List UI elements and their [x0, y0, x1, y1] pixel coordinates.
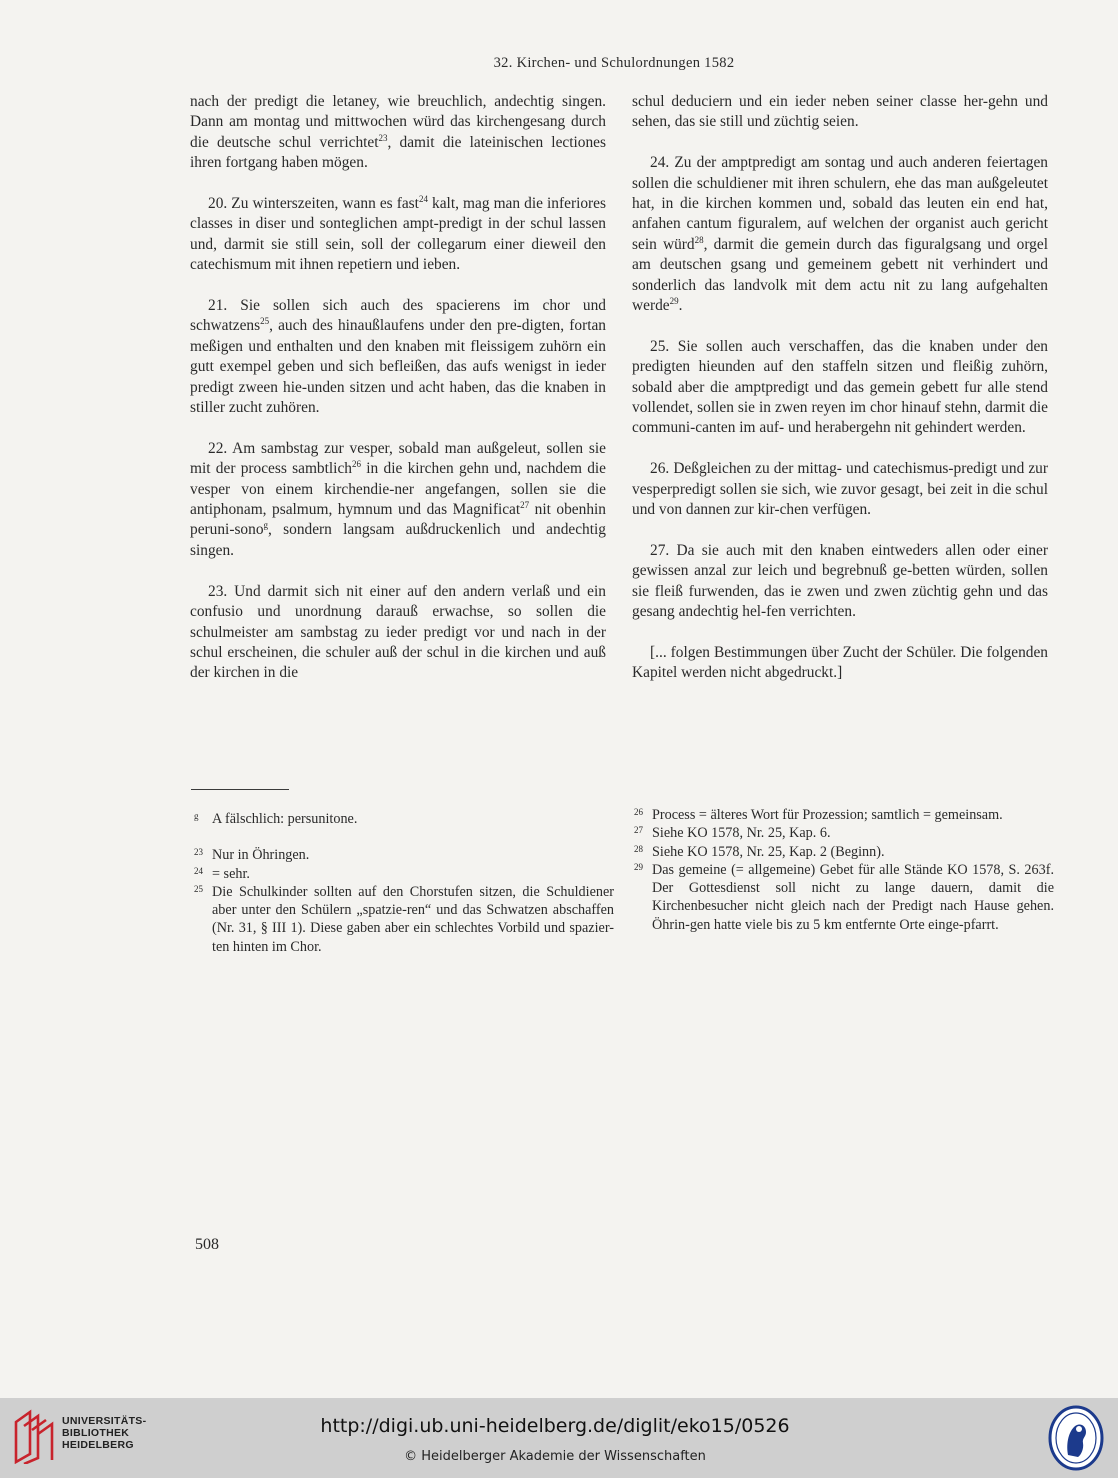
footnote-marker: 26 — [634, 807, 643, 817]
footnote — [634, 843, 1054, 861]
left-column-paragraph: 22. Am sambstag zur vesper, sobald man außgeleut, sollen sie mit der process sambtlich$^{26}$ in die kirchen gehn und, nachdem die vesper von einem kirchendie-ner angefangen, sollen sie die antiphonam, psalmum, hymnum und das Magnificat$^{27}$ nit obenhin peruni-sono$^g$, sondern langsam außdruckenlich und andechtig singen. — [190, 439, 606, 559]
library-name-line-1: UNIVERSITÄTS- — [62, 1415, 147, 1427]
right-column-paragraph: 27. Da sie auch mit den knaben eintweders allen oder einer gewissen anzal zur leich und begrebnuß ge-betten würden, sollen sie fleiß furwenden, das ie zwen und zwen züchtig gehn und das gesang andechtig hel-fen verrichten. — [632, 541, 1048, 621]
footnote-marker: g — [194, 811, 199, 821]
footnote — [194, 883, 614, 956]
copyright-notice: © Heidelberger Akademie der Wissenschaften — [404, 1449, 706, 1464]
left-column-paragraph: 21. Sie sollen sich auch des spacierens im chor und schwatzens$^{25}$, auch des hinaußlaufens under den pre-digten, fortan meßigen und enthalten und den knaben mit fleissigem zuhörn ein gutt exempel geben und sich befleißen, das aufs wenigst in ieder predigt zween hie-unden sitzen und acht haben, das die knaben in stiller zucht zuhören. — [190, 297, 606, 417]
right-column-paragraph: [... folgen Bestimmungen über Zucht der Schüler. Die folgenden Kapitel werden nicht abgedruckt.] — [632, 643, 1048, 682]
footnote-spacer — [194, 828, 614, 846]
footnotes-left — [194, 810, 614, 956]
footnote — [194, 865, 614, 883]
footnote-text: Siehe KO 1578, Nr. 25, Kap. 2 (Beginn). — [652, 843, 885, 860]
footer-bar — [0, 1398, 1118, 1478]
footnote — [194, 846, 614, 864]
right-column-paragraph: schul deduciern und ein ieder neben seiner classe her-gehn und sehen, das sie still und züchtig seien. — [632, 93, 1048, 131]
footnote-marker: 29 — [634, 861, 643, 872]
footnote-text: A fälschlich: persunitone. — [212, 811, 358, 827]
running-head: 32. Kirchen- und Schulordnungen 1582 — [493, 55, 735, 71]
page-number: 508 — [195, 1236, 219, 1253]
right-column — [632, 92, 1048, 704]
left-column-paragraph: 20. Zu winterszeiten, wann es fast$^{24}$ kalt, mag man die inferiores classes in diser und sonteglichen ampt-predigt in der schul lassen und, darmit sie still sein, soll der collegarum einer dieweil den catechismum mit ihnen repetiern und ieben. — [190, 193, 606, 274]
footnote-marker: 28 — [634, 843, 643, 854]
footnote-text: Nur in Öhringen. — [212, 847, 310, 864]
footnote-marker: 23 — [194, 847, 203, 858]
footnote-text: Das gemeine (= allgemeine) Gebet für alle Stände KO 1578, S. 263f. Der Gottesdienst soll nicht zu lange dauern, damit die Kirchenbesucher nicht gleich nach der Predigt nach Hause gehen. Öhrin-gen hatte viele bis zu 5 km entfernte Orte einge-pfarrt. — [652, 861, 1054, 933]
footnote — [194, 810, 614, 828]
footnote-marker: 27 — [634, 825, 643, 836]
footnote-text: = sehr. — [212, 865, 250, 882]
academy-seal-icon[interactable] — [1048, 1405, 1104, 1471]
footnote — [634, 824, 1054, 842]
library-name-line-3: HEIDELBERG — [62, 1439, 134, 1451]
library-name-line-2: BIBLIOTHEK — [62, 1427, 130, 1439]
footnote-marker: 25 — [194, 883, 203, 894]
right-column-paragraph: 24. Zu der amptpredigt am sontag und auch anderen feiertagen sollen die schuldiener mit ihren schulern, ehe das man außgeleutet hat, in die kirchen kommen und, sobald das leuten ein end hat, anfahen cantum figuralem, auf welchen der organist auch gericht sein würd$^{28}$, darmit die gemein durch das figuralgsang und orgel am deutschen gsang und gemeinem gebett nit verhindert und sonderlich das landvolk mit dem actu nit zu lang aufgehalten werde$^{29}$. — [632, 154, 1048, 315]
footnote-separator — [191, 789, 289, 790]
right-column-paragraph: 26. Deßgleichen zu der mittag- und catechismus-predigt und zur vesperpredigt sollen sie sich, wie zuvor gesagt, bei zeit in die schul und von dannen zur kir-chen verfügen. — [632, 460, 1048, 519]
footnote-text: Siehe KO 1578, Nr. 25, Kap. 6. — [652, 825, 831, 842]
permalink-url[interactable]: http://digi.ub.uni-heidelberg.de/diglit/eko15/0526 — [320, 1415, 790, 1437]
left-column-paragraph: 23. Und darmit sich nit einer auf den andern verlaß und ein confusio und unordnung darauß erwachse, so sollen die schulmeister am sambstag zu ieder predigt vor und nach in der schul erscheinen, die schuler auß der schul in die kirchen und auß der kirchen in die — [190, 582, 606, 682]
footnotes-right — [634, 806, 1054, 934]
footnote — [634, 806, 1054, 824]
footnote-marker: 24 — [194, 865, 203, 876]
right-column-paragraph: 25. Sie sollen auch verschaffen, das die knaben under den predigten hieunden auf den staffeln sitzen und fleißig zuhörn, sobald aber die amptpredigt und das gemein gebett fur alle stend vollendet, sollen sie in zwen reyen im chor hinauf stehn, darmit die communi-canten im auf- und herabergehn nit gehindert werden. — [632, 337, 1048, 437]
footnote-text: Process = älteres Wort für Prozession; samtlich = gemeinsam. — [652, 807, 1003, 823]
left-column — [190, 92, 606, 704]
footnote — [634, 861, 1054, 934]
footnote-text: Die Schulkinder sollten auf den Chorstufen sitzen, die Schuldiener aber unter den Schülern „spatzie-ren“ und das Schwatzen abschaffen (Nr. 31, § III 1). Diese gaben aber ein schlechtes Vorbild und spazier-ten hinten im Chor. — [212, 883, 614, 955]
left-column-paragraph: nach der predigt die letaney, wie breuchlich, andechtig singen. Dann am montag und mittwochen würd das kirchengesang durch die deutsche schul verrichtet$^{23}$, damit die lateinischen lectiones ihren fortgang haben mögen. — [190, 93, 607, 172]
